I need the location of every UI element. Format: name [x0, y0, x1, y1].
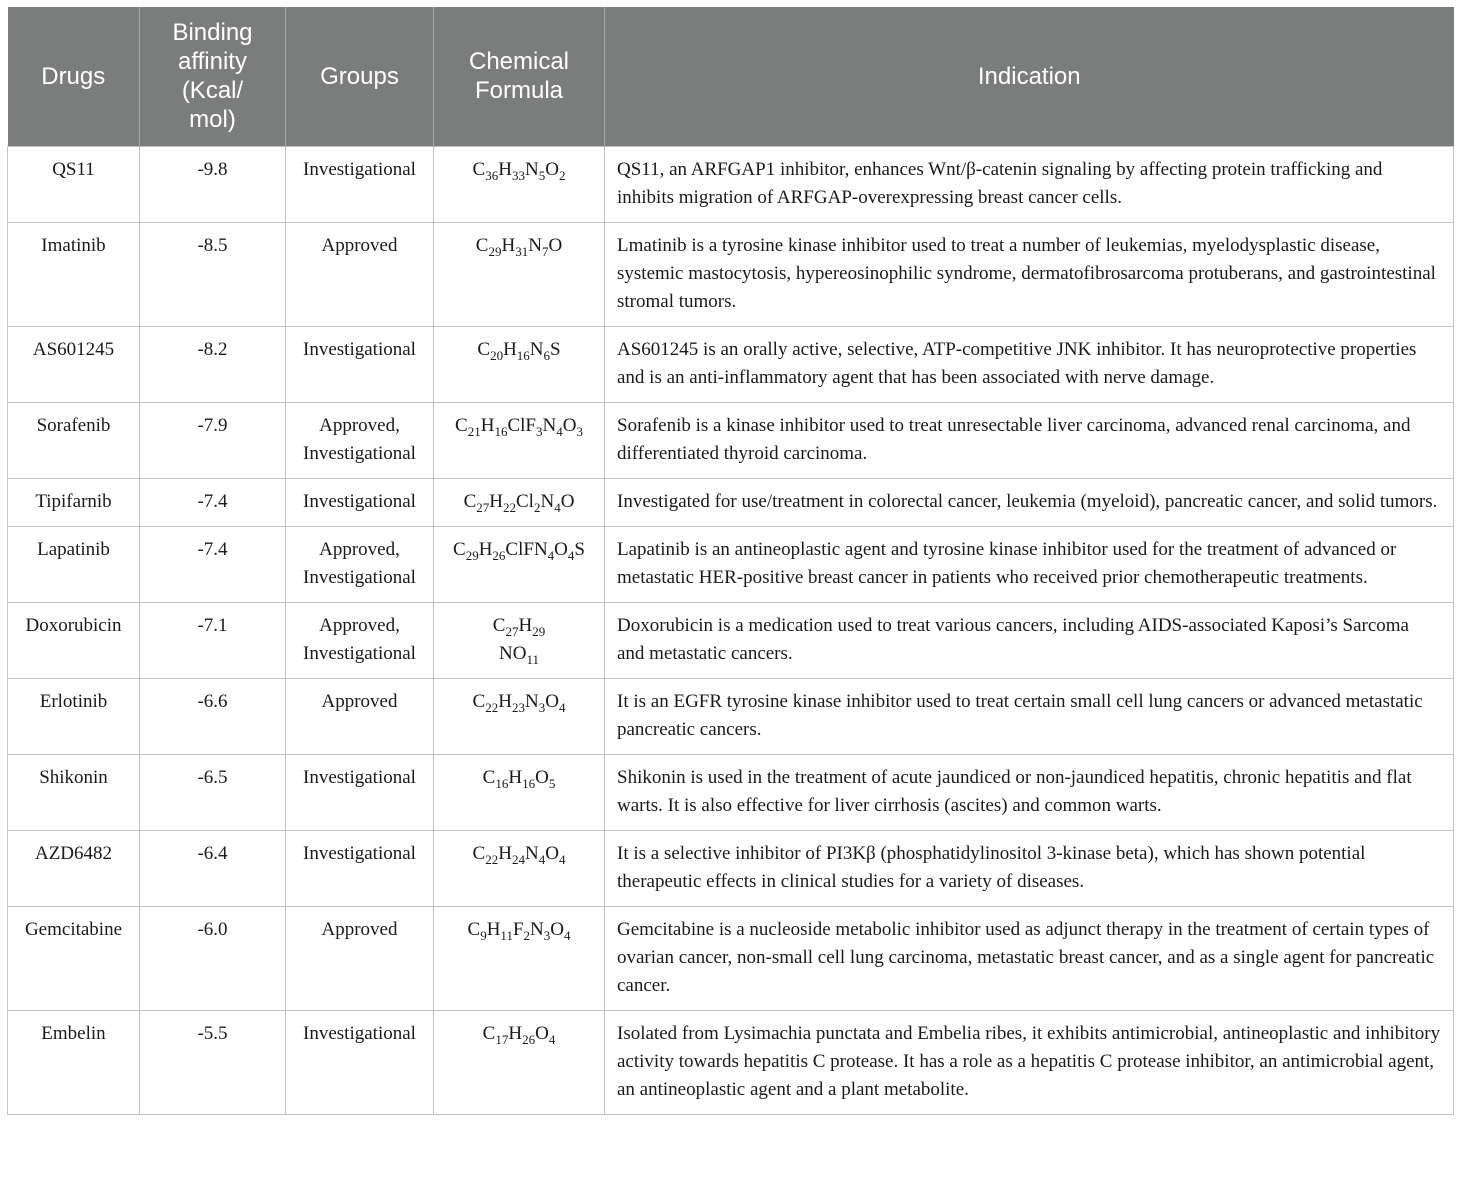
group-label: Investigational — [303, 442, 416, 464]
cell-binding-affinity: -8.5 — [140, 222, 286, 326]
cell-drug-name: Sorafenib — [8, 402, 140, 478]
cell-binding-affinity: -7.9 — [140, 402, 286, 478]
cell-groups — [286, 1010, 434, 1114]
formula-element: H — [518, 614, 533, 636]
formula-subscript: 3 — [543, 927, 551, 943]
cell-chemical-formula — [434, 146, 605, 222]
group-label: Approved, — [319, 414, 400, 436]
formula-subscript: 4 — [558, 699, 566, 715]
formula-element: ClF — [507, 414, 536, 436]
cell-indication: It is an EGFR tyrosine kinase inhibitor used to treat certain small cell lung cancers or advanced metastatic pancreatic cancers. — [605, 678, 1454, 754]
table-row — [8, 754, 1454, 830]
formula-element: H — [498, 690, 512, 712]
group-label: Investigational — [303, 338, 416, 360]
formula-element: N — [540, 490, 555, 512]
group-label: Approved, — [319, 614, 400, 636]
formula-subscript: 23 — [511, 699, 525, 715]
cell-chemical-formula — [434, 478, 605, 526]
formula-element: S — [550, 338, 561, 360]
formula-element: H — [478, 538, 493, 560]
group-label: Investigational — [303, 1022, 416, 1044]
table-row — [8, 326, 1454, 402]
cell-drug-name: AZD6482 — [8, 830, 140, 906]
formula-element: O — [554, 538, 568, 560]
header-formula-line: Chemical — [468, 48, 570, 76]
formula-element: N — [542, 414, 557, 436]
formula-element: C — [482, 1022, 496, 1044]
formula-subscript: 20 — [490, 347, 504, 363]
formula-element: ClFN — [505, 538, 548, 560]
cell-groups — [286, 678, 434, 754]
cell-indication: Sorafenib is a kinase inhibitor used to treat unresectable liver carcinoma, advanced renal carcinoma, and differentiated thyroid carcinoma. — [605, 402, 1454, 478]
formula-element: C — [472, 842, 486, 864]
table-row — [8, 906, 1454, 1010]
formula-subscript: 22 — [485, 851, 499, 867]
header-chemical-formula — [434, 7, 605, 146]
cell-groups — [286, 906, 434, 1010]
group-label: Approved — [321, 234, 398, 256]
group-label: Investigational — [303, 490, 416, 512]
formula-element: N — [528, 234, 542, 256]
cell-binding-affinity: -7.4 — [140, 526, 286, 602]
drug-table — [7, 7, 1454, 1115]
formula-element: H — [501, 234, 516, 256]
formula-subscript: 31 — [515, 243, 529, 259]
formula-subscript: 27 — [476, 499, 490, 515]
cell-groups — [286, 754, 434, 830]
cell-drug-name: QS11 — [8, 146, 140, 222]
header-groups: Groups — [286, 7, 434, 146]
formula-element: C — [477, 338, 491, 360]
group-label: Approved, — [319, 538, 400, 560]
header-binding-line: Binding — [172, 19, 253, 47]
formula-element: O — [535, 1022, 549, 1044]
formula-subscript: 2 — [533, 499, 541, 515]
formula-element: N — [530, 918, 544, 940]
cell-indication: It is a selective inhibitor of PI3Kβ (phosphatidylinositol 3-kinase beta), which has shown potential therapeutic effects in clinical studies for a variety of diseases. — [605, 830, 1454, 906]
cell-indication: Shikonin is used in the treatment of acute jaundiced or non-jaundiced hepatitis, chronic hepatitis and flat warts. It is also effective for liver cirrhosis (ascites) and common warts. — [605, 754, 1454, 830]
formula-subscript: 2 — [523, 927, 531, 943]
cell-drug-name: Erlotinib — [8, 678, 140, 754]
formula-subscript: 7 — [541, 243, 549, 259]
formula-element: N — [524, 842, 539, 864]
table-body — [8, 146, 1454, 1114]
formula-subscript: 3 — [538, 699, 546, 715]
cell-groups — [286, 526, 434, 602]
formula-subscript: 16 — [495, 775, 509, 791]
cell-chemical-formula — [434, 602, 605, 678]
cell-chemical-formula — [434, 830, 605, 906]
cell-drug-name: Gemcitabine — [8, 906, 140, 1010]
table-row — [8, 146, 1454, 222]
formula-element: C — [463, 490, 477, 512]
cell-binding-affinity: -8.2 — [140, 326, 286, 402]
cell-groups — [286, 602, 434, 678]
cell-drug-name: Shikonin — [8, 754, 140, 830]
cell-binding-affinity: -6.6 — [140, 678, 286, 754]
cell-chemical-formula — [434, 906, 605, 1010]
formula-element: O — [545, 158, 559, 180]
cell-drug-name: Lapatinib — [8, 526, 140, 602]
formula-element: S — [574, 538, 585, 560]
header-binding-line: (Kcal/ — [181, 77, 244, 105]
cell-chemical-formula — [434, 402, 605, 478]
table-row — [8, 402, 1454, 478]
group-label: Approved — [321, 690, 398, 712]
formula-subscript: 4 — [564, 927, 571, 943]
formula-subscript: 36 — [485, 167, 499, 183]
cell-binding-affinity: -6.4 — [140, 830, 286, 906]
cell-chemical-formula — [434, 222, 605, 326]
cell-chemical-formula — [434, 1010, 605, 1114]
formula-subscript: 11 — [500, 927, 513, 943]
cell-chemical-formula — [434, 678, 605, 754]
formula-subscript: 33 — [511, 167, 525, 183]
formula-element: C — [467, 918, 481, 940]
formula-element: O — [545, 690, 559, 712]
cell-binding-affinity: -5.5 — [140, 1010, 286, 1114]
formula-element: C — [475, 234, 489, 256]
header-binding-line: affinity — [178, 48, 247, 76]
formula-subscript: 16 — [516, 347, 530, 363]
formula-subscript: 29 — [465, 547, 479, 563]
formula-element: C — [492, 614, 506, 636]
formula-subscript: 4 — [556, 423, 563, 439]
formula-element: C — [472, 690, 486, 712]
header-drugs: Drugs — [8, 7, 140, 146]
formula-subscript: 21 — [467, 423, 481, 439]
group-label: Investigational — [303, 158, 416, 180]
formula-subscript: 6 — [543, 347, 551, 363]
cell-chemical-formula — [434, 526, 605, 602]
group-label: Approved — [321, 918, 398, 940]
formula-subscript: 16 — [522, 775, 536, 791]
cell-indication: AS601245 is an orally active, selective, ATP-competitive JNK inhibitor. It has neuroprotective properties and is an anti-inflammatory agent that has been associated with nerve damage. — [605, 326, 1454, 402]
formula-subscript: 26 — [522, 1031, 536, 1047]
formula-subscript: 3 — [576, 423, 583, 439]
formula-subscript: 22 — [503, 499, 516, 515]
formula-subscript: 5 — [548, 775, 556, 791]
formula-element: O — [562, 414, 577, 436]
cell-indication: Investigated for use/treatment in colorectal cancer, leukemia (myeloid), pancreatic cancer, and solid tumors. — [605, 478, 1454, 526]
formula-element: H — [498, 842, 512, 864]
formula-element: N — [524, 690, 539, 712]
formula-subscript: 9 — [480, 927, 487, 943]
formula-element: H — [486, 918, 501, 940]
group-label: Investigational — [303, 842, 416, 864]
formula-element: O — [560, 490, 575, 512]
cell-binding-affinity: -9.8 — [140, 146, 286, 222]
formula-subscript: 4 — [558, 851, 566, 867]
formula-subscript: 5 — [538, 167, 546, 183]
formula-subscript: 29 — [488, 243, 502, 259]
cell-binding-affinity: -7.1 — [140, 602, 286, 678]
table-header — [8, 7, 1454, 146]
formula-subscript: 2 — [558, 167, 566, 183]
formula-element: C — [455, 414, 468, 436]
formula-element: N — [529, 338, 544, 360]
header-formula-line: Formula — [474, 77, 564, 105]
formula-element: H — [498, 158, 512, 180]
cell-indication: Lapatinib is an antineoplastic agent and tyrosine kinase inhibitor used for the treatment of advanced or metastatic HER-positive breast cancer in patients who received prior chemotherapeutic treatments. — [605, 526, 1454, 602]
formula-element: O — [548, 234, 563, 256]
table-row — [8, 526, 1454, 602]
cell-groups — [286, 402, 434, 478]
formula-element: O — [535, 766, 549, 788]
formula-element: H — [480, 414, 495, 436]
formula-subscript: 4 — [554, 499, 561, 515]
table-row — [8, 830, 1454, 906]
header-binding-line: mol) — [189, 106, 236, 134]
cell-indication: Doxorubicin is a medication used to treat various cancers, including AIDS-associated Kaposi’s Sarcoma and metastatic cancers. — [605, 602, 1454, 678]
cell-indication: Lmatinib is a tyrosine kinase inhibitor used to treat a number of leukemias, myelodysplastic disease, systemic mastocytosis, hypereosinophilic syndrome, dermatofibrosarcoma protuberans, and gastrointestinal stromal tumors. — [605, 222, 1454, 326]
table-row — [8, 678, 1454, 754]
formula-subscript: 4 — [538, 851, 546, 867]
formula-element: F — [512, 918, 524, 940]
formula-element: C — [472, 158, 486, 180]
cell-groups — [286, 146, 434, 222]
cell-groups — [286, 478, 434, 526]
formula-element: H — [508, 766, 523, 788]
cell-binding-affinity: -6.5 — [140, 754, 286, 830]
formula-element: C — [453, 538, 466, 560]
formula-element: Cl — [516, 490, 534, 512]
formula-element: O — [550, 918, 564, 940]
formula-subscript: 4 — [567, 547, 575, 563]
cell-indication: Isolated from Lysimachia punctata and Embelia ribes, it exhibits antimicrobial, antineoplastic and inhibitory activity towards hepatitis C protease. It has a role as a hepatitis C protease inhibitor, an antimicrobial agent, an antineoplastic agent and a plant metabolite. — [605, 1010, 1454, 1114]
formula-element: H — [503, 338, 517, 360]
formula-subscript: 3 — [535, 423, 543, 439]
formula-element: H — [508, 1022, 523, 1044]
table-row — [8, 222, 1454, 326]
cell-indication: Gemcitabine is a nucleoside metabolic inhibitor used as adjunct therapy in the treatment of certain types of ovarian cancer, non-small cell lung carcinoma, metastatic breast cancer, and as a single agent for pancreatic cancer. — [605, 906, 1454, 1010]
formula-subscript: 16 — [494, 423, 508, 439]
formula-element: H — [489, 490, 503, 512]
table-row — [8, 478, 1454, 526]
cell-groups — [286, 326, 434, 402]
formula-element: N — [524, 158, 539, 180]
cell-indication: QS11, an ARFGAP1 inhibitor, enhances Wnt/β-catenin signaling by affecting protein trafficking and inhibits migration of ARFGAP-overexpressing breast cancer cells. — [605, 146, 1454, 222]
cell-binding-affinity: -7.4 — [140, 478, 286, 526]
table-row — [8, 602, 1454, 678]
cell-drug-name: Embelin — [8, 1010, 140, 1114]
cell-chemical-formula — [434, 326, 605, 402]
formula-subscript: 26 — [492, 547, 506, 563]
cell-groups — [286, 830, 434, 906]
cell-drug-name: Tipifarnib — [8, 478, 140, 526]
formula-subscript: 4 — [548, 1031, 556, 1047]
formula-subscript: 29 — [532, 623, 546, 639]
formula-element: NO — [499, 642, 527, 664]
formula-element: O — [545, 842, 559, 864]
group-label: Investigational — [303, 566, 416, 588]
formula-subscript: 24 — [511, 851, 525, 867]
cell-groups — [286, 222, 434, 326]
cell-drug-name: Imatinib — [8, 222, 140, 326]
group-label: Investigational — [303, 642, 416, 664]
formula-subscript: 4 — [547, 547, 555, 563]
cell-drug-name: Doxorubicin — [8, 602, 140, 678]
table-row — [8, 1010, 1454, 1114]
cell-chemical-formula — [434, 754, 605, 830]
formula-element: C — [482, 766, 496, 788]
formula-subscript: 22 — [485, 699, 499, 715]
group-label: Investigational — [303, 766, 416, 788]
header-indication: Indication — [605, 7, 1454, 146]
formula-subscript: 27 — [505, 623, 519, 639]
header-binding-affinity — [140, 7, 286, 146]
formula-subscript: 11 — [526, 651, 539, 667]
cell-binding-affinity: -6.0 — [140, 906, 286, 1010]
formula-subscript: 17 — [495, 1031, 509, 1047]
cell-drug-name: AS601245 — [8, 326, 140, 402]
